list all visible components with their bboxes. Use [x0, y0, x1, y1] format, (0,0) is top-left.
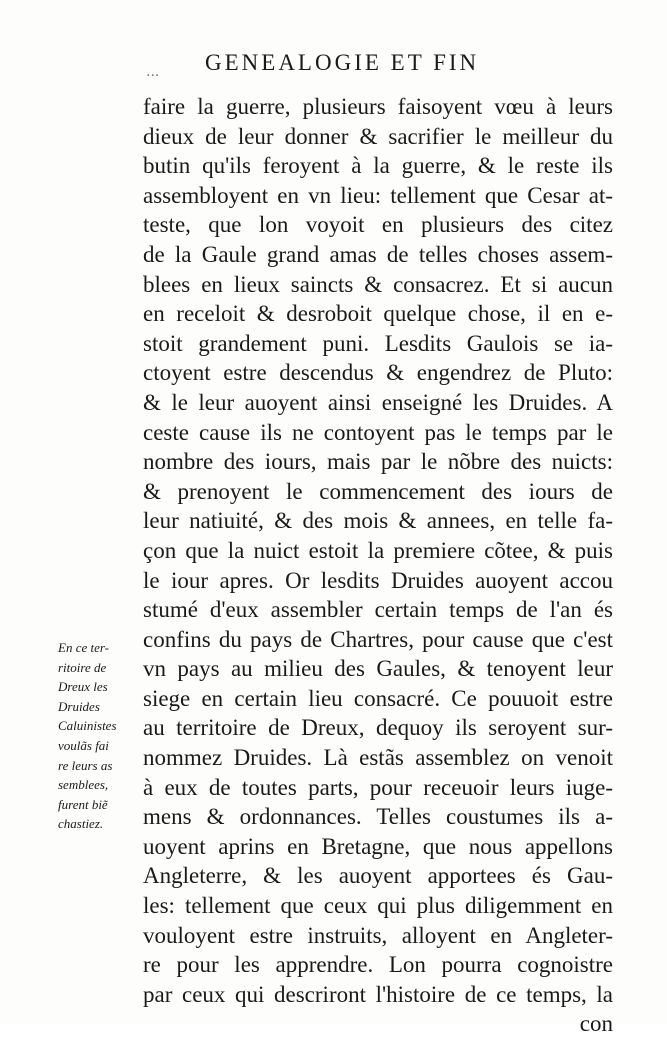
text-line: vouloyent estre instruits, alloyent en Angleter-	[143, 922, 613, 948]
text-line: mens & ordonnances. Telles coustumes ils a-	[143, 804, 613, 830]
text-line: confins du pays de Chartres, pour cause que c'est	[143, 626, 613, 652]
text-line: à eux de toutes parts, pour receuoir leurs iuge-	[143, 774, 613, 800]
text-line: vn pays au milieu des Gaules, & tenoyent leur	[143, 656, 613, 682]
text-line: par ceux qui descriront l'histoire de ce temps, la	[143, 981, 613, 1007]
text-line: de la Gaule grand amas de telles choses assem-	[143, 241, 613, 267]
text-line: & le leur auoyent ainsi enseigné les Druides. A	[143, 389, 613, 415]
running-head: GENEALOGIE ET FIN	[205, 50, 480, 75]
marginal-note	[58, 638, 140, 834]
marginal-note-line: semblees,	[58, 777, 109, 793]
text-line: ceste cause ils ne contoyent pas le temps par le	[143, 419, 613, 445]
text-line: uoyent aprins en Bretagne, que nous appellons	[143, 833, 613, 859]
text-line: le iour apres. Or lesdits Druides auoyent accou	[143, 567, 613, 593]
text-line: leur natiuité, & des mois & annees, en telle fa-	[143, 508, 613, 534]
marginal-note-line: chastiez.	[58, 816, 104, 832]
text-line: nombre des iours, mais par le nõbre des nuicts:	[143, 449, 613, 475]
text-line: çon que la nuict estoit la premiere cõtee, & puis	[143, 537, 613, 563]
marginal-note-line: En ce ter-	[58, 640, 109, 655]
text-line: en receloit & desroboit quelque chose, il en e-	[143, 301, 613, 327]
text-line: au territoire de Dreux, dequoy ils seroyent sur-	[143, 715, 613, 741]
marginal-note-line: Druides	[58, 698, 100, 714]
marginal-note-line: ritoire de	[58, 659, 107, 675]
text-line: stumé d'eux assembler certain temps de l'an és	[143, 597, 613, 623]
marginal-note-line: voulãs fai	[58, 737, 109, 753]
text-line: faire la guerre, plusieurs faisoyent vœu à leurs	[143, 94, 613, 119]
marginal-note-line: furent biẽ	[58, 796, 108, 812]
catchword: con	[579, 1011, 613, 1037]
marginal-note-line: Caluinistes	[58, 718, 117, 734]
text-line: ctoyent estre descendus & engendrez de Pluto:	[143, 360, 613, 386]
body-text	[143, 92, 613, 1039]
text-line: les: tellement que ceux qui plus diligemment en	[143, 893, 613, 919]
marginal-note-line: re leurs as	[58, 757, 113, 773]
text-line: stoit grandement puni. Lesdits Gaulois se ia-	[143, 330, 613, 356]
text-line: siege en certain lieu consacré. Ce pouuoit estre	[143, 685, 613, 711]
marginal-note-line: Dreux les	[58, 679, 108, 695]
text-line: re pour les apprendre. Lon pourra cognoistre	[143, 952, 613, 978]
text-line: butin qu'ils feroyent à la guerre, & le reste ils	[143, 153, 613, 179]
text-line: & prenoyent le commencement des iours de	[143, 478, 613, 504]
text-line: blees en lieux saincts & consacrez. Et si aucun	[143, 271, 613, 297]
text-line: Angleterre, & les auoyent apportees és Gau-	[143, 863, 613, 889]
text-line: teste, que lon voyoit en plusieurs des citez	[143, 212, 613, 238]
text-line: dieux de leur donner & sacrifier le meilleur du	[143, 123, 613, 149]
text-line: nommez Druides. Là estãs assemblez on venoit	[143, 745, 613, 771]
text-line: assembloyent en vn lieu: tellement que Cesar at-	[143, 182, 613, 208]
folio-mark: ...	[146, 64, 160, 80]
